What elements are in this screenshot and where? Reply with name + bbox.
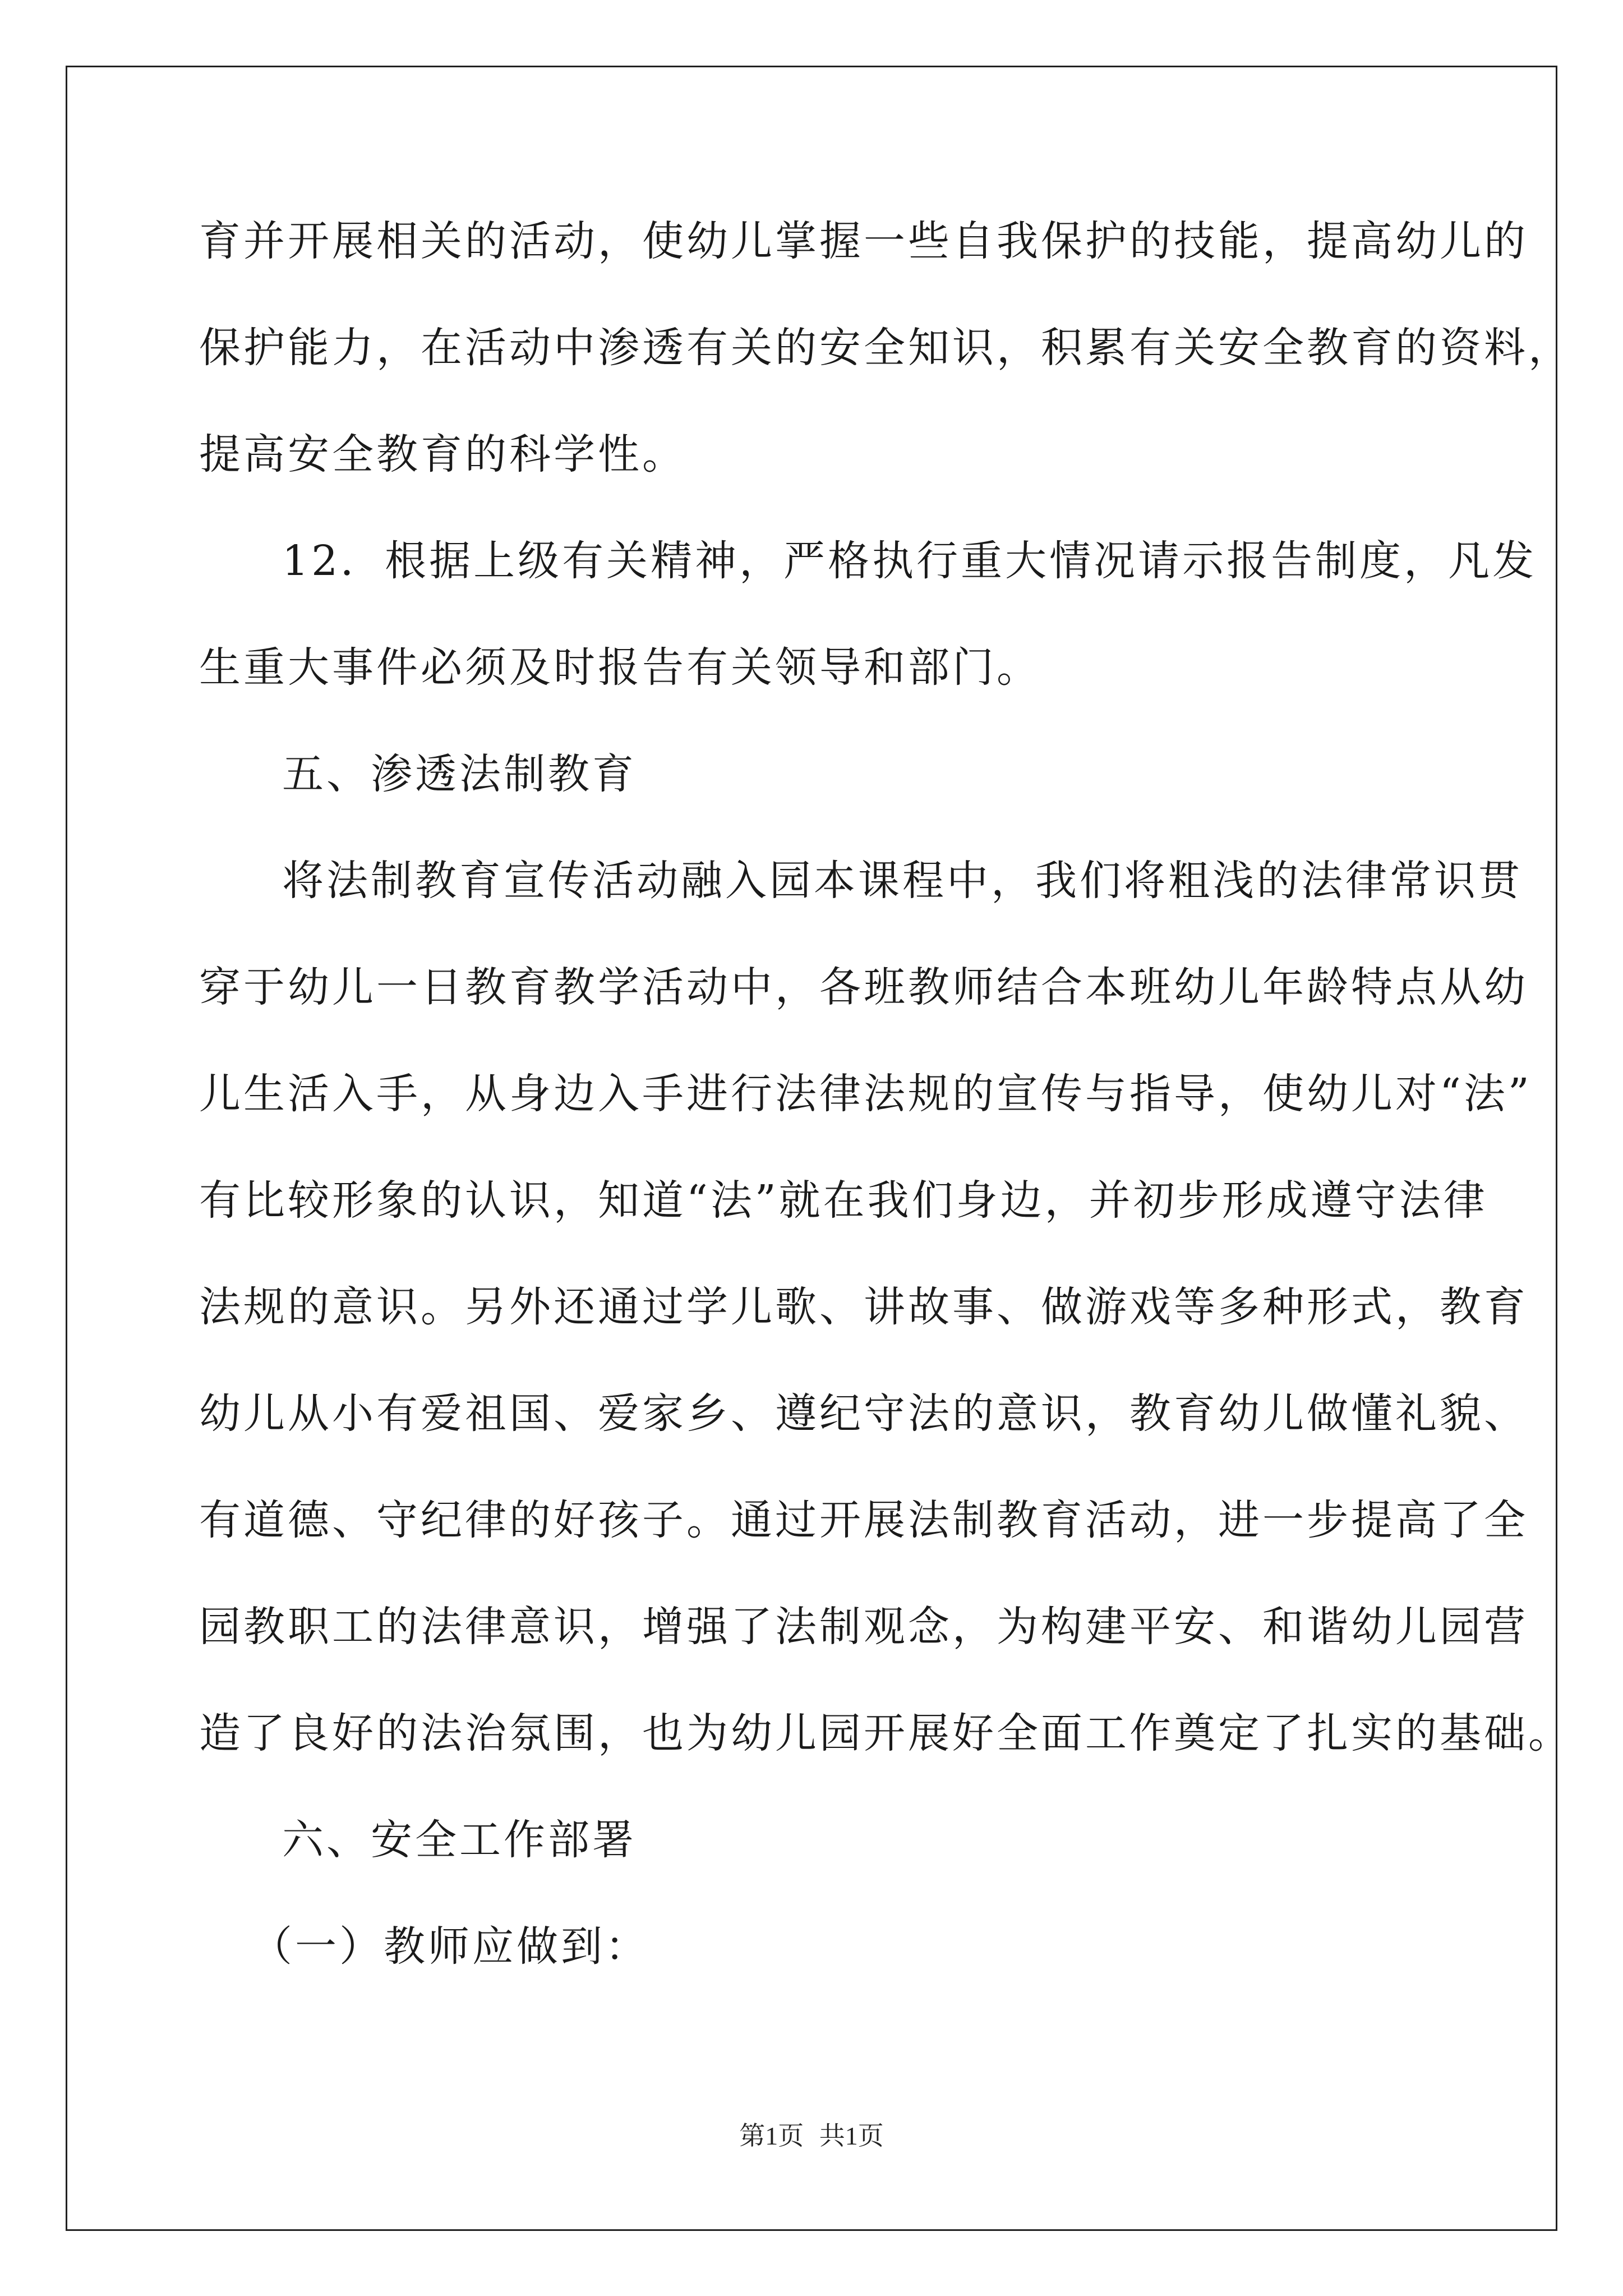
page-footer bbox=[0, 2119, 1623, 2153]
section-heading: 五、渗透法制教育 bbox=[282, 750, 637, 798]
paragraph-line: 12．根据上级有关精神，严格执行重大情况请示报告制度，凡发 bbox=[282, 537, 1537, 585]
paragraph-line: 园教职工的法律意识，增强了法制观念，为构建平安、和谐幼儿园营 bbox=[199, 1603, 1528, 1651]
paragraph-line: 保护能力，在活动中渗透有关的安全知识，积累有关安全教育的资料， bbox=[199, 324, 1573, 372]
paragraph-line: 提高安全教育的科学性。 bbox=[199, 430, 686, 478]
page-total: 共1页 bbox=[819, 2122, 884, 2150]
section-heading: 六、安全工作部署 bbox=[282, 1816, 637, 1864]
paragraph-line: 生重大事件必须及时报告有关领导和部门。 bbox=[199, 643, 1041, 692]
subsection-heading: （一）教师应做到： bbox=[251, 1922, 649, 1971]
paragraph-line: 将法制教育宣传活动融入园本课程中，我们将粗浅的法律常识贯 bbox=[282, 857, 1523, 905]
paragraph-line: 幼儿从小有爱祖国、爱家乡、遵纪守法的意识，教育幼儿做懂礼貌、 bbox=[199, 1389, 1528, 1438]
paragraph-line: 造了良好的法治氛围，也为幼儿园开展好全面工作奠定了扎实的基础。 bbox=[199, 1709, 1573, 1757]
page-border bbox=[66, 66, 1557, 2231]
page-number: 第1页 bbox=[739, 2122, 804, 2150]
paragraph-line: 育并开展相关的活动，使幼儿掌握一些自我保护的技能，提高幼儿的 bbox=[199, 217, 1528, 265]
paragraph-line: 有道德、守纪律的好孩子。通过开展法制教育活动，进一步提高了全 bbox=[199, 1496, 1528, 1544]
paragraph-line: 穿于幼儿一日教育教学活动中，各班教师结合本班幼儿年龄特点从幼 bbox=[199, 963, 1528, 1011]
paragraph-line: 儿生活入手，从身边入手进行法律法规的宣传与指导，使幼儿对“法” bbox=[199, 1070, 1532, 1118]
paragraph-line: 法规的意识。另外还通过学儿歌、讲故事、做游戏等多种形式，教育 bbox=[199, 1283, 1528, 1331]
paragraph-line: 有比较形象的认识，知道“法”就在我们身边，并初步形成遵守法律 bbox=[199, 1176, 1488, 1225]
